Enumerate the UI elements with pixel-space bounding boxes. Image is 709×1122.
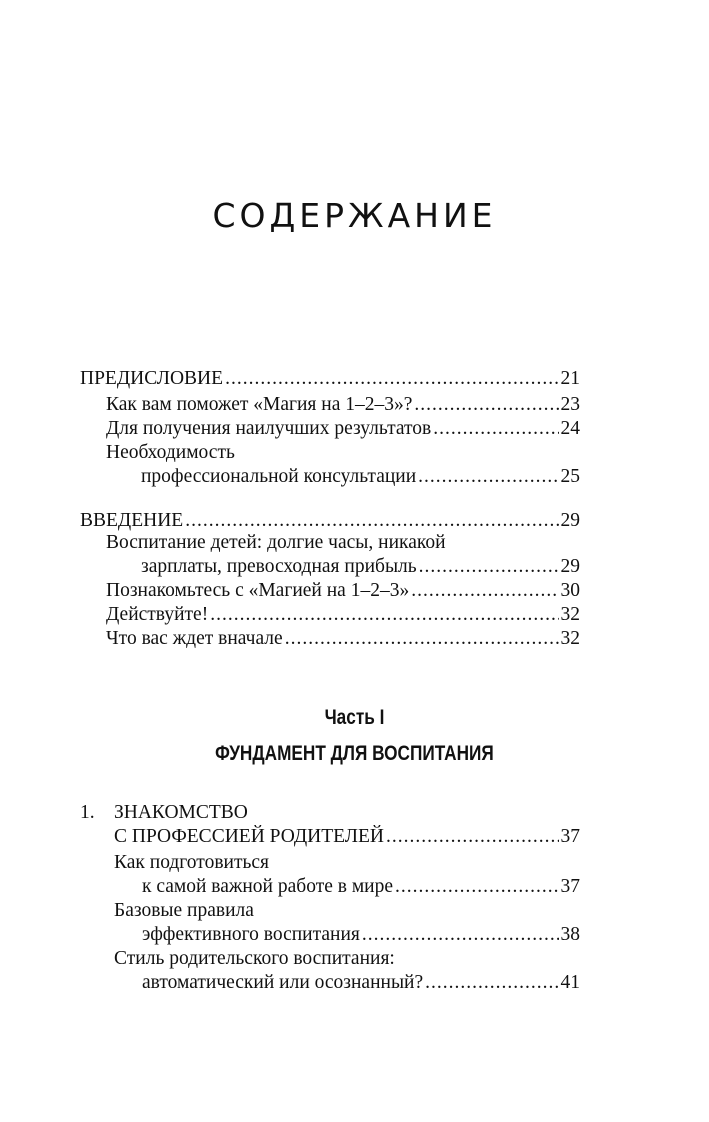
toc-entry[interactable] xyxy=(80,554,580,580)
leader-dots xyxy=(414,392,558,418)
toc-page-number: 21 xyxy=(560,368,580,389)
chapter-title: С ПРОФЕССИЕЙ РОДИТЕЛЕЙ xyxy=(114,826,385,847)
toc-entry[interactable] xyxy=(80,464,580,490)
toc-entry-title: профессиональной консультации xyxy=(141,466,417,487)
toc-entry-title: эффективного воспитания xyxy=(142,924,360,945)
toc-entry-title: к самой важной работе в мире xyxy=(142,876,394,897)
chapter-number: 1. xyxy=(80,802,95,823)
toc-entry-title: Как вам поможет «Магия на 1–2–3»? xyxy=(106,394,413,415)
part-label: Часть I xyxy=(324,706,385,729)
toc-page-number: 29 xyxy=(560,510,580,531)
chapter-title-line: ЗНАКОМСТВО xyxy=(114,802,248,823)
toc-page-number: 38 xyxy=(560,924,580,945)
toc-page-number: 30 xyxy=(560,580,580,601)
toc-page-number: 37 xyxy=(560,876,580,897)
toc-entry-title: Действуйте! xyxy=(106,604,209,625)
leader-dots xyxy=(285,626,559,652)
toc-entry-title-line: Воспитание детей: долгие часы, никакой xyxy=(106,532,446,553)
toc-entry-title: автоматический или осознанный? xyxy=(142,972,424,993)
toc-entry[interactable] xyxy=(80,602,580,628)
leader-dots xyxy=(225,366,558,392)
toc-entry-first-line[interactable] xyxy=(80,850,580,876)
toc-entry[interactable] xyxy=(80,922,580,948)
toc-entry[interactable] xyxy=(80,626,580,652)
toc-entry-foreword[interactable] xyxy=(80,366,580,392)
leader-dots xyxy=(395,874,558,900)
toc-entry-title: Что вас ждет вначале xyxy=(106,628,283,649)
leader-dots xyxy=(411,578,558,604)
toc-page-number: 25 xyxy=(560,466,580,487)
part-title: ФУНДАМЕНТ ДЛЯ ВОСПИТАНИЯ xyxy=(215,742,494,765)
toc-entry-title-line: Необходимость xyxy=(106,442,235,463)
toc-page-number: 32 xyxy=(560,604,580,625)
toc-entry[interactable] xyxy=(80,970,580,996)
toc-entry-title-line: Стиль родительского воспитания: xyxy=(114,948,395,969)
chapter-heading[interactable] xyxy=(80,824,580,850)
toc-entry-first-line[interactable] xyxy=(80,530,580,556)
toc-page-number: 23 xyxy=(560,394,580,415)
leader-dots xyxy=(425,970,558,996)
leader-dots xyxy=(418,464,558,490)
leader-dots xyxy=(433,416,558,442)
toc-entry[interactable] xyxy=(80,416,580,442)
toc-page-number: 37 xyxy=(560,826,580,847)
toc-page-number: 32 xyxy=(560,628,580,649)
leader-dots xyxy=(362,922,559,948)
leader-dots xyxy=(386,824,558,850)
toc-entry-first-line[interactable] xyxy=(80,440,580,466)
toc-entry-title-line: Как подготовиться xyxy=(114,852,270,873)
toc-entry-title-line: Базовые правила xyxy=(114,900,254,921)
toc-entry-title: ВВЕДЕНИЕ xyxy=(80,510,184,531)
toc-entry-title: Для получения наилучших результатов xyxy=(106,418,432,439)
contents-title: СОДЕРЖАНИЕ xyxy=(212,196,497,235)
toc-entry-title: ПРЕДИСЛОВИЕ xyxy=(80,368,224,389)
leader-dots xyxy=(419,554,559,580)
toc-page-number: 24 xyxy=(560,418,580,439)
toc-entry[interactable] xyxy=(80,392,580,418)
toc-page-number: 41 xyxy=(560,972,580,993)
toc-page-number: 29 xyxy=(560,556,580,577)
toc-entry[interactable] xyxy=(80,578,580,604)
toc-entry-first-line[interactable] xyxy=(80,946,580,972)
toc-entry-title: Познакомьтесь с «Магией на 1–2–3» xyxy=(106,580,410,601)
leader-dots xyxy=(210,602,558,628)
chapter-heading-first-line[interactable] xyxy=(80,800,580,826)
toc-entry-first-line[interactable] xyxy=(80,898,580,924)
toc-entry[interactable] xyxy=(80,874,580,900)
toc-entry-title: зарплаты, превосходная прибыль xyxy=(141,556,417,577)
